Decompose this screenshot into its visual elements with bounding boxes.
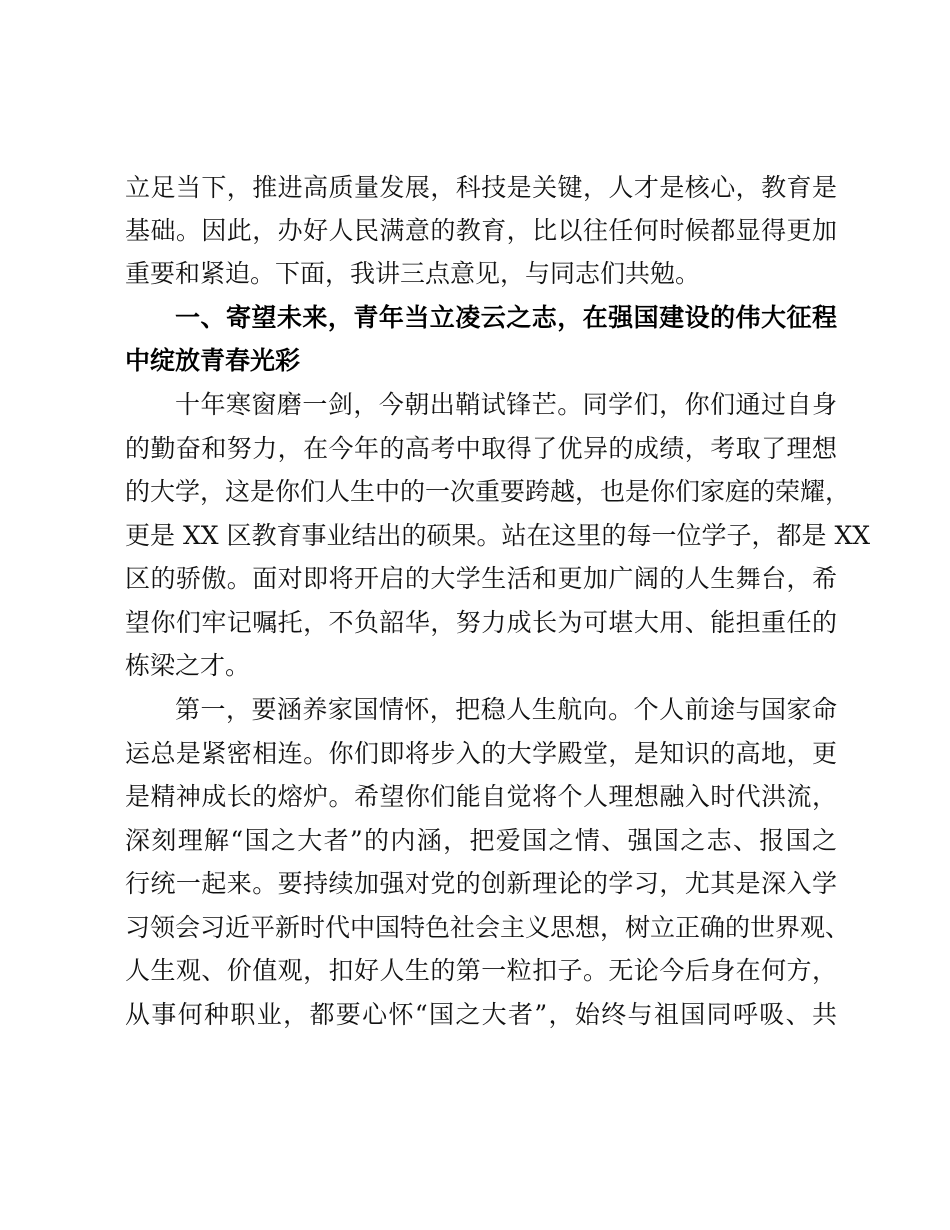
paragraph-1-line-1: 立足当下，推进高质量发展，科技是关键，人才是核心，教育是: [125, 173, 837, 202]
paragraph-3-line-5: 行统一起来。要持续加强对党的创新理论的学习，尤其是深入学: [125, 869, 837, 898]
paragraph-1-line-2: 基础。因此，办好人民满意的教育，比以往任何时候都显得更加: [125, 216, 837, 245]
paragraph-2-line-2: 的勤奋和努力，在今年的高考中取得了优异的成绩，考取了理想: [125, 434, 837, 463]
paragraph-2-line-7: 栋梁之才。: [125, 651, 251, 680]
paragraph-3-line-7: 人生观、价值观，扣好人生的第一粒扣子。无论今后身在何方，: [125, 956, 837, 985]
paragraph-2-line-1: 十年寒窗磨一剑，今朝出鞘试锋芒。同学们，你们通过自身: [175, 390, 837, 419]
paragraph-3-line-3: 是精神成长的熔炉。希望你们能自觉将个人理想融入时代洪流，: [125, 782, 837, 811]
paragraph-2-line-6: 望你们牢记嘱托，不负韶华，努力成长为可堪大用、能担重任的: [125, 608, 837, 637]
section-heading-line-1: 一、寄望未来，青年当立凌云之志，在强国建设的伟大征程: [175, 303, 837, 332]
paragraph-1-line-3: 重要和紧迫。下面，我讲三点意见，与同志们共勉。: [125, 259, 701, 288]
paragraph-2-line-4: 更是 XX 区教育事业结出的硕果。站在这里的每一位学子，都是 XX: [125, 521, 871, 550]
paragraph-2-line-5: 区的骄傲。面对即将开启的大学生活和更加广阔的人生舞台，希: [125, 564, 837, 593]
section-heading-line-2: 中绽放青春光彩: [125, 346, 301, 375]
paragraph-3-line-2: 运总是紧密相连。你们即将步入的大学殿堂，是知识的高地，更: [125, 739, 837, 768]
paragraph-3-line-8: 从事何种职业，都要心怀“国之大者”，始终与祖国同呼吸、共: [125, 1000, 837, 1029]
paragraph-3-line-4: 深刻理解“国之大者”的内涵，把爱国之情、强国之志、报国之: [125, 826, 837, 855]
paragraph-2-line-3: 的大学，这是你们人生中的一次重要跨越，也是你们家庭的荣耀，: [125, 477, 851, 506]
paragraph-3-line-1: 第一，要涵养家国情怀，把稳人生航向。个人前途与国家命: [175, 695, 837, 724]
paragraph-3-line-6: 习领会习近平新时代中国特色社会主义思想，树立正确的世界观、: [125, 913, 851, 942]
